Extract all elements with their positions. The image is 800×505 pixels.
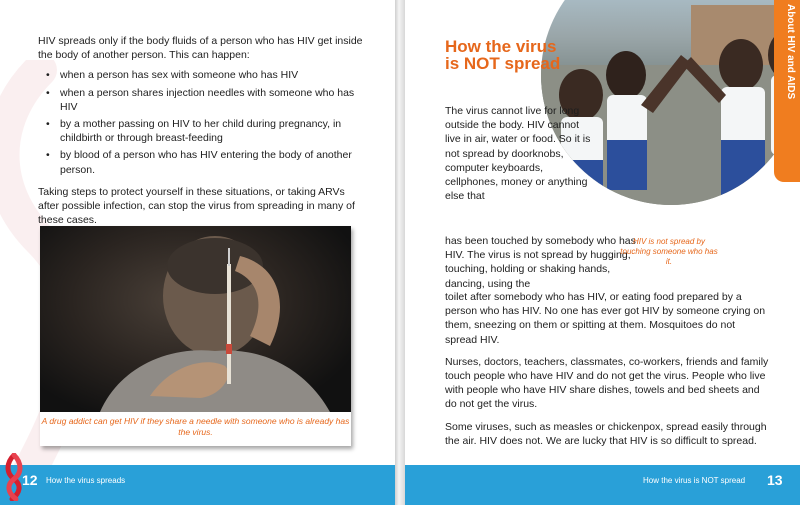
paragraph: Nurses, doctors, teachers, classmates, co-workers, friends and family touch people who have HIV and do not get the virus. People who live with people who have HIV share dishes, towels and bed sheets and do not get the virus. — [445, 355, 769, 411]
closing-paragraph: Taking steps to protect yourself in these situations, or taking ARVs after possible infection, can stop the virus from spreading in many of these cases. — [38, 185, 355, 227]
paragraph: has been touched by somebody who has HIV. The virus is not spread by hugging, touching, holding or shaking hands, dancing, using the — [445, 235, 636, 290]
left-body-text — [38, 34, 368, 233]
paragraph: Some viruses, such as measles or chickenpox, spread easily through the air. HIV does not. We are lucky that HIV is so difficult to spread. — [445, 420, 767, 447]
footer-section-label: How the virus spreads — [46, 476, 126, 485]
right-body-text-1 — [445, 104, 595, 211]
right-body-text-3 — [445, 290, 770, 456]
section-side-tab — [774, 0, 800, 182]
page-number: 12 — [22, 472, 38, 488]
list-item: • by a mother passing on HIV to her child during pregnancy, in childbirth or through breast-feeding — [60, 117, 368, 145]
list-item: • when a person has sex with someone who has HIV — [60, 68, 368, 82]
left-page — [0, 0, 395, 505]
man-with-syringe-illustration — [40, 226, 351, 412]
page-heading: How the virus is NOT spread — [445, 37, 561, 73]
right-page — [405, 0, 800, 505]
paragraph: The virus cannot live for long outside the body. HIV cannot live in air, water or food. So it is not spread by doorknobs, computer keyboards, cellphones, money or anything else that — [445, 105, 591, 203]
right-footer — [405, 465, 800, 505]
list-item: • by blood of a person who has HIV entering the body of another person. — [60, 148, 368, 176]
schoolgirls-photo-caption: HIV is not spread by touching someone who has it. — [620, 237, 718, 266]
left-footer — [0, 465, 395, 505]
transmission-list — [38, 68, 368, 176]
red-ribbon-icon — [4, 453, 24, 501]
book-gutter — [395, 0, 405, 505]
footer-section-label: How the virus is NOT spread — [643, 476, 746, 485]
syringe-photo — [40, 226, 351, 412]
list-item: • when a person shares injection needles with someone who has HIV — [60, 86, 368, 114]
page-number: 13 — [767, 472, 783, 488]
paragraph: toilet after somebody who has HIV, or eating food prepared by a person who has HIV. No one has ever got HIV by someone crying on them, sneezing on them or spitting at them. Mosquitoes do not spread HIV. — [445, 291, 766, 346]
intro-paragraph: HIV spreads only if the body fluids of a person who has HIV get inside the body of another person. This can happen: — [38, 35, 363, 62]
syringe-photo-frame — [40, 226, 351, 446]
syringe-photo-caption: A drug addict can get HIV if they share a needle with someone who is already has the virus. — [41, 416, 350, 437]
side-tab-label: About HIV and AIDS — [785, 4, 796, 100]
